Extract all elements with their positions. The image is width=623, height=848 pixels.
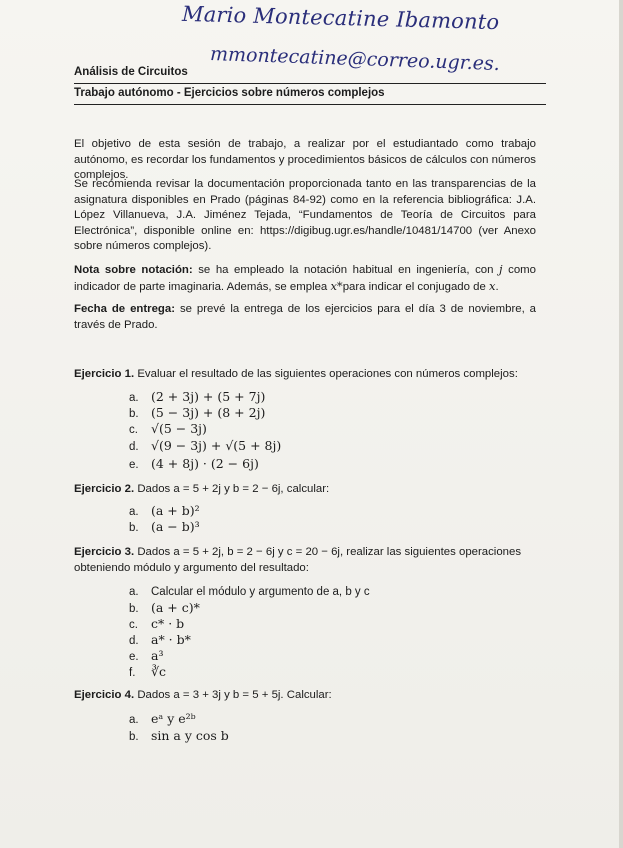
exercise-1-label: Ejercicio 1. [74,368,135,380]
item-label: b. [129,522,139,534]
item-expression: a* · b* [151,632,191,647]
item-expression: (5 − 3j) + (8 + 2j) [151,405,266,420]
item-label: d. [129,635,139,647]
exercise-1-statement [74,367,518,383]
exercise-1-item-e [129,456,259,471]
exercise-1-item-d [129,438,281,453]
handwritten-name: Mario Montecatine Ibamonto [181,1,500,35]
due-date-label: Fecha de entrega: [74,303,176,315]
course-title: Análisis de Circuitos [74,66,188,78]
exercise-1-text: Evaluar el resultado de las siguientes operaciones con números complejos: [134,368,518,380]
item-expression: Calcular el módulo y argumento de a, b y c [151,586,370,598]
header-rule-bottom [74,104,546,105]
exercise-1-item-b [129,405,265,420]
item-expression: c* · b [151,616,185,631]
item-label: d. [129,441,139,453]
item-label: a. [129,714,139,726]
notation-end: . [495,280,499,293]
due-date-text: se prevé la entrega de los ejercicios para el día 3 de noviembre, a través de Prado. [74,303,537,331]
exercise-1-item-a [129,389,265,404]
notation-j: j [499,262,503,276]
exercise-3-statement [74,545,521,561]
item-label: a. [129,392,139,404]
exercise-2-statement [74,482,329,498]
exercise-1-item-c [129,421,207,436]
exercise-3-item-c [129,616,184,631]
exercise-3-item-a [129,584,370,598]
item-label: b. [129,603,139,615]
intro-paragraph-1: El objetivo de esta sesión de trabajo, a realizar por el estudiantado como trabajo autónomo, es recordar los fundamentos y procedimientos básicos de cálculos con números complejos. [74,138,536,181]
item-expression: (a + c)* [151,600,200,615]
exercise-4-text: Dados a = 3 + 3j y b = 5 + 5j. Calcular: [134,689,332,701]
notation-text-1: se ha empleado la notación habitual en ingeniería, con [192,264,499,276]
exercise-3-text: Dados a = 5 + 2j, b = 2 − 6j y c = 20 − 6j, realizar las siguientes operaciones [134,546,522,558]
document-subtitle: Trabajo autónomo - Ejercicios sobre números complejos [74,87,385,99]
item-expression: (a − b)³ [151,519,200,534]
item-expression: √(5 − 3j) [151,421,207,436]
exercise-4-item-a [129,711,196,726]
notation-text-2: como indicador de parte imaginaria. Además, se emplea [74,264,536,293]
item-label: c. [129,424,138,436]
exercise-2-item-a [129,503,200,518]
intro-paragraph-2: Se recomienda revisar la documentación proporcionada tanto en las transparencias de la asignatura disponibles en Prado (páginas 84-92) como en la referencia bibliográfica: J.A. López Villanueva, J.A. Jiménez Tejada, “Fundamentos de Teoría de Circuitos para Electrónica”, disponible online en: https://digibug.ugr.es/handle/10481/14700 (ver Anexo sobre números complejos). [74,178,536,252]
notation-x: x [488,278,496,293]
item-expression: √(9 − 3j) + √(5 + 8j) [151,438,282,453]
item-label: e. [129,459,139,471]
handwritten-email: mmontecatine@correo.ugr.es. [209,42,501,76]
exercise-3-item-e [129,648,163,663]
notation-conjugate-symbol: x* [330,278,343,293]
exercise-2-text: Dados a = 5 + 2j y b = 2 − 6j, calcular: [134,483,330,495]
item-expression: (4 + 8j) · (2 − 6j) [151,456,259,471]
item-label: a. [129,586,139,598]
exercise-2-label: Ejercicio 2. [74,483,135,495]
notation-text-3: para indicar el conjugado de [342,280,489,293]
exercise-2-item-b [129,519,200,534]
item-label: c. [129,619,138,631]
item-label: b. [129,731,139,743]
exercise-3-label: Ejercicio 3. [74,546,135,558]
page-edge [619,0,623,848]
item-label: b. [129,408,139,420]
item-expression: ∛c [151,664,166,679]
item-label: a. [129,506,139,518]
item-label: f. [129,667,136,679]
header-rule-top [74,83,546,84]
item-expression: eᵃ y e²ᵇ [151,711,196,726]
item-label: e. [129,651,139,663]
exercise-4-statement [74,688,332,704]
exercise-3-item-f [129,664,166,679]
notation-label: Nota sobre notación: [74,264,193,276]
exercise-3-item-b [129,600,200,615]
item-expression: (a + b)² [151,503,200,518]
exercise-3-item-d [129,632,191,647]
exercise-3-statement-line-2: obteniendo módulo y argumento del resultado: [74,562,309,574]
item-expression: (2 + 3j) + (5 + 7j) [151,389,266,404]
due-date-note [74,302,536,333]
notation-note [74,262,536,295]
item-expression: a³ [151,648,164,663]
item-expression: sin a y cos b [151,728,229,743]
exercise-4-label: Ejercicio 4. [74,689,135,701]
exercise-4-item-b [129,728,229,743]
